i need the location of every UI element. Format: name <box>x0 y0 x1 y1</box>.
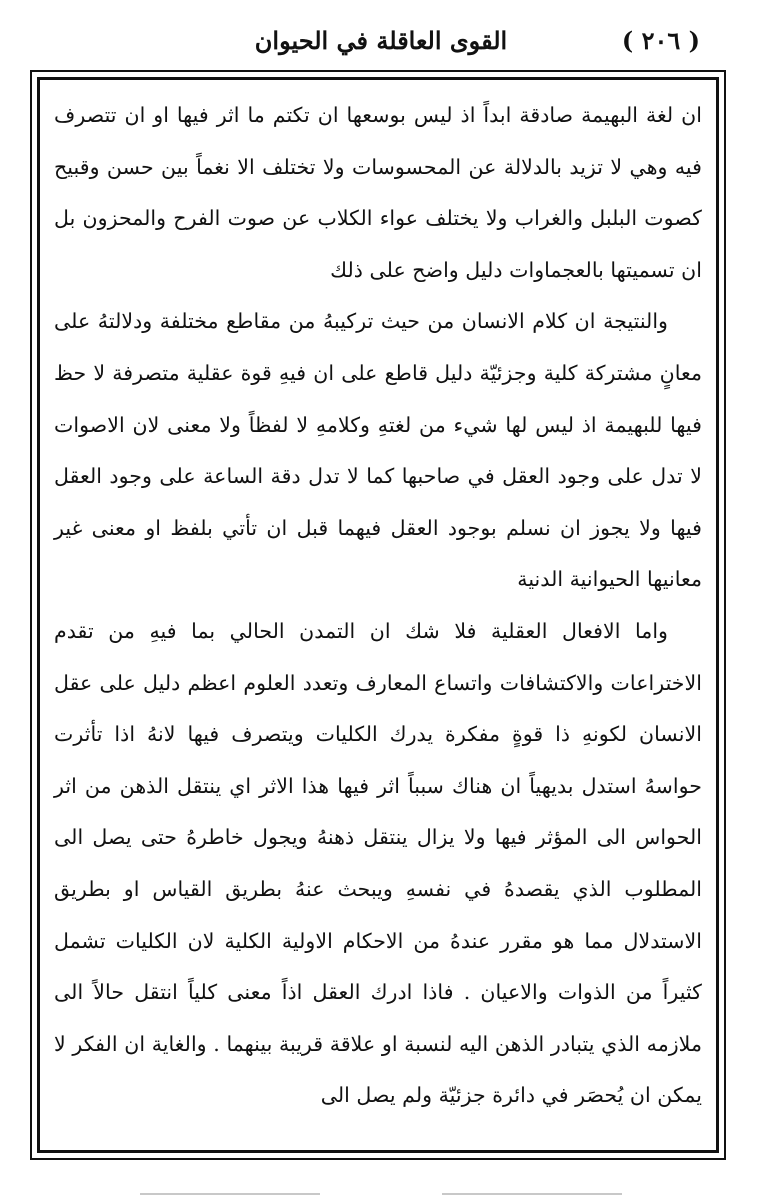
page-header <box>40 22 722 62</box>
paragraph-2: والنتيجة ان كلام الانسان من حيث تركيبهُ من مقاطع مختلفة ودلالتهُ على معانٍ مشتركة كلية وجزئيّة دليل قاطع على ان فيهِ قوة عقلية متصرفة لا حظ فيها للبهيمة اذ ليس لها شيء من لغتهِ وكلامهِ لا لفظاً ولا معنى لان الاصوات لا تدل على وجود العقل في صاحبها كما لا تدل دقة الساعة على وجود العقل فيها ولا يجوز ان نسلم بوجود العقل فيهما قبل ان تأتي بلفظ او معنى غير معانيها الحيوانية الدنية <box>54 309 702 592</box>
running-title: القوى العاقلة في الحيوان <box>254 26 508 55</box>
bottom-scan-rule-left <box>140 1193 320 1195</box>
paragraph-3: واما الافعال العقلية فلا شك ان التمدن الحالي بما فيهِ من تقدم الاختراعات والاكتشافات واتساع المعارف وتعدد العلوم اعظم دليل على عقل الانسان لكونهِ ذا قوةٍ مفكرة يدرك الكليات ويتصرف فيها لانهُ اذا تأثرت حواسهُ استدل بديهياً ان هناك سبباً اثر فيها هذا الاثر اي ينتقل الذهن من اثر الحواس الى المؤثر فيها ولا يزال ينتقل ذهنهُ ويجول خاطرهُ حتى يصل الى المطلوب الذي يقصدهُ في نفسهِ ويبحث عنهُ بطريق القياس او بطريق الاستدلال مما هو مقرر عندهُ من الاحكام الاولية الكلية لان الكليات تشمل كثيراً من الذوات والاعيان . فاذا ادرك العقل اذاً معنى كلياً انتقل حالاً الى ملازمه الذي يتبادر الذهن اليه لنسبة او علاقة قريبة بينهما . والغاية ان الفكر لا يمكن ان يُحصَر في دائرة جزئيّة ولم يصل الى <box>54 618 702 1108</box>
paragraph-1: ان لغة البهيمة صادقة ابداً اذ ليس بوسعها ان تكتم ما اثر فيها او ان تتصرف فيه وهي لا تزيد بالدلالة عن المحسوسات ولا تختلف الا نغماً بين حسن وقبيح كصوت البلبل والغراب ولا يختلف عواء الكلاب عن صوت الفرح والمحزون بل ان تسميتها بالعجماوات دليل واضح على ذلك <box>54 103 702 282</box>
page-number: ( ٢٠٦ ) <box>621 26 700 55</box>
body-text <box>40 80 716 1122</box>
bottom-scan-rule-right <box>442 1193 622 1195</box>
page-frame-inner <box>37 77 719 1153</box>
page-frame-outer <box>30 70 726 1160</box>
